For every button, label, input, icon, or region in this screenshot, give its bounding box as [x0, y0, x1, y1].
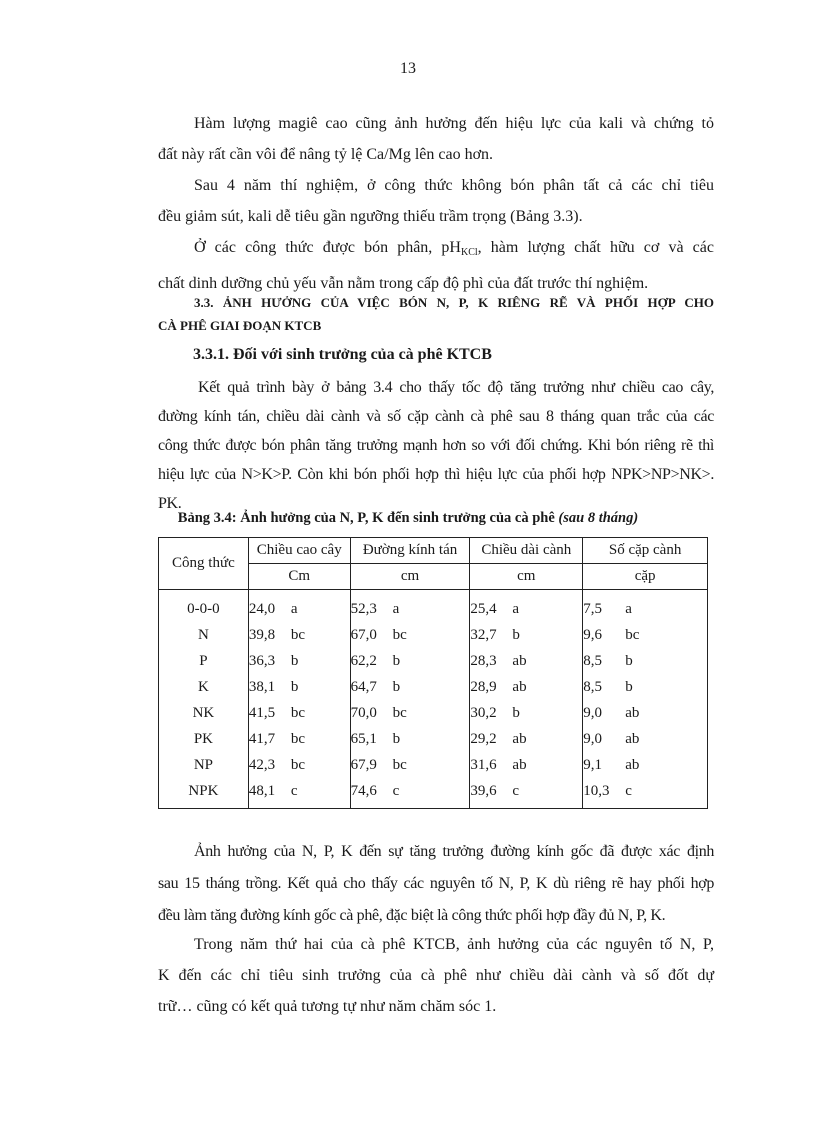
cell-value: 41,7 — [248, 730, 276, 747]
table-cell — [583, 648, 708, 674]
paragraph-line: đều giảm sút, kali dễ tiêu gần ngưỡng thiếu trầm trọng (Bảng 3.3). — [158, 208, 583, 225]
cell-value: 70,0 — [350, 704, 377, 721]
cell-significance-group: b — [625, 652, 633, 669]
cell-value: 8,5 — [583, 652, 602, 669]
paragraph-line: chất dinh dưỡng chủ yếu vẫn nằm trong cấp độ phì của đất trước thí nghiệm. — [158, 275, 649, 292]
cell-significance-group: bc — [392, 704, 407, 721]
ph-text: Ở các công thức được bón phân, pH — [194, 239, 461, 256]
cell-value: 74,6 — [350, 782, 377, 799]
table-row — [159, 648, 708, 674]
table-cell — [470, 648, 583, 674]
cell-value: 67,0 — [350, 626, 377, 643]
cell-significance-group: c — [625, 782, 632, 799]
paragraph-line: Kết quả trình bày ở bảng 3.4 cho thấy tốc độ tăng trưởng như chiều cao cây, — [198, 379, 714, 396]
cell-value: 29,2 — [470, 730, 497, 747]
cell-value: 28,9 — [470, 678, 497, 695]
table-caption-main: Bảng 3.4: Ảnh hưởng của N, P, K đến sinh trưởng của cà phê — [177, 510, 555, 526]
cell-significance-group: bc — [625, 626, 640, 643]
cell-value: 9,0 — [583, 730, 602, 747]
table-cell — [583, 700, 708, 726]
table-cell — [350, 726, 470, 752]
table-row — [159, 700, 708, 726]
paragraph-line: Ảnh hưởng của N, P, K đến sự tăng trưởng đường kính gốc đã được xác định — [194, 843, 714, 860]
cell-value: 36,3 — [248, 652, 276, 669]
cell-value: 10,3 — [583, 782, 610, 799]
table-cell-formula: N — [159, 622, 249, 648]
cell-value: 42,3 — [248, 756, 276, 773]
table-row — [159, 590, 708, 623]
cell-value: 39,6 — [470, 782, 497, 799]
table-header-branch-length: Chiều dài cành — [470, 538, 583, 564]
table-cell — [470, 726, 583, 752]
table-cell — [248, 726, 350, 752]
cell-value: 9,6 — [583, 626, 602, 643]
table-row — [159, 778, 708, 809]
paragraph-line: PK. — [158, 495, 182, 512]
cell-value: 39,8 — [248, 626, 276, 643]
table-body — [159, 590, 708, 809]
paragraph-line: công thức được bón phân tăng trưởng mạnh hơn so với đối chứng. Khi bón riêng rẽ thì — [158, 437, 714, 454]
table-cell — [248, 674, 350, 700]
table-cell — [470, 622, 583, 648]
ph-text-cont: , hàm lượng chất hữu cơ và các — [477, 239, 714, 256]
table-cell — [583, 674, 708, 700]
table-cell — [248, 778, 350, 809]
paragraph-second-year — [158, 929, 714, 1022]
cell-value: 65,1 — [350, 730, 377, 747]
table-cell — [470, 778, 583, 809]
table-cell — [248, 752, 350, 778]
paragraph-line: hiệu lực của N>K>P. Còn khi bón phối hợp thì hiệu lực của phối hợp NPK>NP>NK>. — [158, 466, 714, 483]
table-cell — [350, 700, 470, 726]
table-cell-formula: P — [159, 648, 249, 674]
cell-significance-group: ab — [625, 704, 640, 721]
table-unit-height: Cm — [248, 564, 350, 590]
table-cell — [350, 674, 470, 700]
table-cell — [248, 622, 350, 648]
section-heading-line: 3.3. ẢNH HƯỞNG CỦA VIỆC BÓN N, P, K RIÊNG RẼ VÀ PHỐI HỢP CHO — [194, 295, 714, 310]
paragraph-fertilized-formulas — [158, 232, 714, 299]
cell-significance-group: bc — [392, 756, 407, 773]
table-cell-formula: PK — [159, 726, 249, 752]
table-cell — [248, 648, 350, 674]
growth-table — [158, 537, 708, 809]
paragraph-stem-diameter — [158, 836, 714, 932]
paragraph-line: trữ… cũng có kết quả tương tự như năm chăm sóc 1. — [158, 998, 497, 1015]
cell-significance-group: b — [290, 678, 299, 695]
paragraph-line: sau 15 tháng trồng. Kết quả cho thấy các nguyên tố N, P, K dù riêng rẽ hay phối hợp — [158, 875, 714, 892]
section-heading — [158, 291, 714, 337]
cell-significance-group: b — [625, 678, 633, 695]
cell-significance-group: b — [392, 730, 401, 747]
cell-value: 48,1 — [248, 782, 276, 799]
table-header-canopy: Đường kính tán — [350, 538, 470, 564]
cell-value: 28,3 — [470, 652, 497, 669]
section-heading-line: CÀ PHÊ GIAI ĐOẠN KTCB — [158, 318, 322, 333]
table-cell — [470, 590, 583, 623]
table-cell-formula: NK — [159, 700, 249, 726]
table-caption — [0, 510, 816, 527]
table-row — [159, 622, 708, 648]
cell-significance-group: ab — [625, 730, 640, 747]
cell-significance-group: ab — [512, 652, 527, 669]
cell-significance-group: a — [625, 600, 632, 617]
cell-significance-group: bc — [290, 704, 305, 721]
cell-value: 30,2 — [470, 704, 497, 721]
paragraph-line: Sau 4 năm thí nghiệm, ở công thức không bón phân tất cả các chỉ tiêu — [194, 177, 714, 194]
paragraph-magnesium — [158, 108, 714, 170]
paragraph-results — [158, 373, 714, 518]
paragraph-line: Trong năm thứ hai của cà phê KTCB, ảnh hưởng của các nguyên tố N, P, — [194, 936, 714, 953]
table-cell-formula: 0-0-0 — [159, 590, 249, 623]
kcl-subscript: KCl — [460, 247, 478, 258]
table-cell — [583, 752, 708, 778]
cell-significance-group: ab — [512, 730, 527, 747]
paragraph-line: đất này rất cần vôi để nâng tỷ lệ Ca/Mg lên cao hơn. — [158, 146, 494, 163]
table-cell — [350, 752, 470, 778]
cell-value: 8,5 — [583, 678, 602, 695]
cell-significance-group: ab — [625, 756, 640, 773]
cell-value: 24,0 — [248, 600, 276, 617]
table-cell — [248, 700, 350, 726]
cell-significance-group: bc — [290, 756, 305, 773]
table-row — [159, 674, 708, 700]
table-cell — [248, 590, 350, 623]
cell-significance-group: b — [392, 652, 401, 669]
cell-significance-group: c — [290, 782, 298, 799]
table-cell — [583, 778, 708, 809]
cell-significance-group: b — [290, 652, 299, 669]
cell-significance-group: c — [512, 782, 520, 799]
cell-significance-group: a — [512, 600, 520, 617]
cell-significance-group: bc — [290, 626, 305, 643]
paragraph-line: K đến các chỉ tiêu sinh trưởng của cà phê như chiều dài cành và số đốt dự — [158, 967, 714, 984]
table-cell — [350, 778, 470, 809]
cell-value: 9,0 — [583, 704, 602, 721]
table-cell — [583, 726, 708, 752]
cell-value: 25,4 — [470, 600, 497, 617]
table-row — [159, 726, 708, 752]
cell-significance-group: a — [290, 600, 298, 617]
cell-value: 52,3 — [350, 600, 377, 617]
cell-significance-group: bc — [290, 730, 305, 747]
cell-value: 67,9 — [350, 756, 377, 773]
cell-significance-group: b — [392, 678, 401, 695]
table-cell — [470, 674, 583, 700]
cell-value: 38,1 — [248, 678, 276, 695]
table-unit-branch-pairs: cặp — [583, 564, 708, 590]
cell-significance-group: b — [512, 626, 520, 643]
cell-significance-group: bc — [392, 626, 407, 643]
table-caption-italic: (sau 8 tháng) — [558, 510, 639, 526]
cell-value: 62,2 — [350, 652, 377, 669]
table-cell-formula: NP — [159, 752, 249, 778]
table-unit-canopy: cm — [350, 564, 470, 590]
paragraph-four-years — [158, 170, 714, 232]
table-cell — [583, 622, 708, 648]
table-cell — [583, 590, 708, 623]
cell-value: 31,6 — [470, 756, 497, 773]
table-row — [159, 752, 708, 778]
table-cell — [350, 648, 470, 674]
cell-value: 7,5 — [583, 600, 602, 617]
cell-significance-group: ab — [512, 756, 527, 773]
table-unit-branch-length: cm — [470, 564, 583, 590]
page-number: 13 — [400, 60, 416, 77]
table-header-formula: Công thức — [159, 538, 249, 590]
table-cell — [470, 752, 583, 778]
table-cell — [350, 590, 470, 623]
table-header-height: Chiều cao cây — [248, 538, 350, 564]
subsection-heading: 3.3.1. Đối với sinh trưởng của cà phê KTCB — [193, 346, 492, 363]
table-cell-formula: NPK — [159, 778, 249, 809]
cell-value: 41,5 — [248, 704, 276, 721]
table-cell-formula: K — [159, 674, 249, 700]
table-cell — [350, 622, 470, 648]
cell-significance-group: b — [512, 704, 520, 721]
table-header-branch-pairs: Số cặp cành — [583, 538, 708, 564]
paragraph-line: Hàm lượng magiê cao cũng ảnh hưởng đến hiệu lực của kali và chứng tỏ — [194, 115, 714, 132]
cell-significance-group: c — [392, 782, 400, 799]
cell-value: 32,7 — [470, 626, 497, 643]
cell-significance-group: a — [392, 600, 400, 617]
cell-value: 9,1 — [583, 756, 602, 773]
paragraph-line — [158, 232, 714, 268]
paragraph-line: đường kính tán, chiều dài cành và số cặp cành cà phê sau 8 tháng quan trắc của các — [158, 408, 714, 425]
table-cell — [470, 700, 583, 726]
paragraph-line: đều làm tăng đường kính gốc cà phê, đặc biệt là công thức phối hợp đầy đủ N, P, K. — [158, 907, 666, 924]
cell-significance-group: ab — [512, 678, 527, 695]
cell-value: 64,7 — [350, 678, 377, 695]
